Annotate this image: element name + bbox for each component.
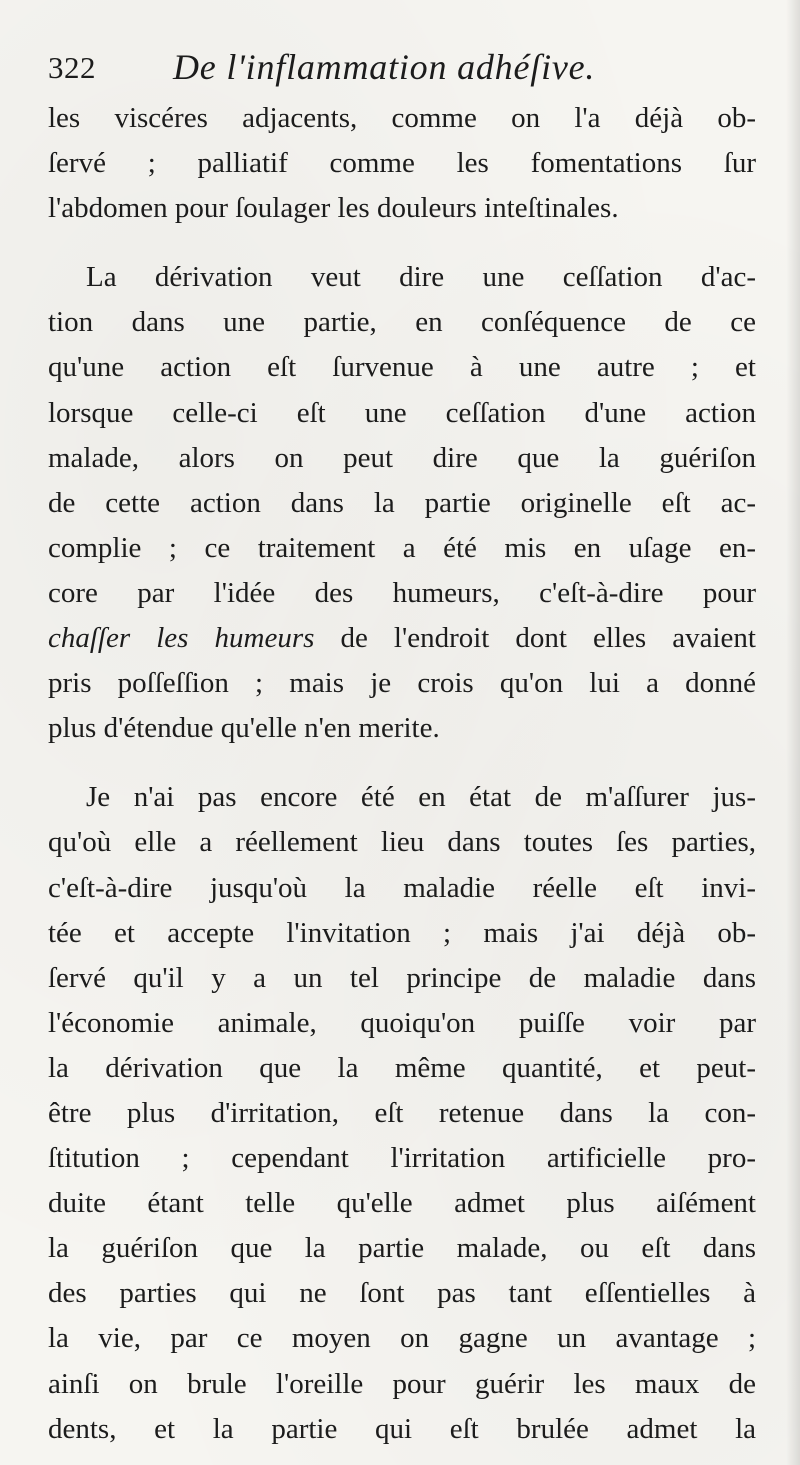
text-line: dents, et la partie qui eſt brulée admet la [48, 1412, 756, 1445]
text-line: c'eſt-à-dire jusqu'où la maladie réelle eſt invi- [48, 871, 756, 904]
text-line [48, 616, 756, 661]
text-line: ſervé qu'il y a un tel principe de maladie dans [48, 961, 756, 994]
text-line: la guériſon que la partie malade, ou eſt dans [48, 1232, 756, 1265]
text-line: ſervé ; palliatif comme les fomentations ſur [48, 147, 756, 180]
text-line: les viscéres adjacents, comme on l'a déjà ob- [48, 102, 756, 134]
text-line: Je n'ai pas encore été en état de m'aſſurer jus- [86, 781, 756, 814]
text-segment: de l'endroit dont elles avaient [314, 622, 756, 655]
text-line: être plus d'irritation, eſt retenue dans la con- [48, 1096, 756, 1129]
paragraph-3 [48, 775, 756, 1451]
text-line: tion dans une partie, en conſéquence de ce [48, 306, 756, 339]
text-line: complie ; ce traitement a été mis en uſage en- [48, 531, 756, 564]
text-line: plus d'étendue qu'elle n'en merite. [48, 712, 440, 745]
text-line: duite étant telle qu'elle admet plus aiſément [48, 1187, 756, 1220]
text-line: qu'où elle a réellement lieu dans toutes ſes parties, [48, 826, 756, 859]
page-edge-shadow [786, 0, 800, 1465]
text-line: des parties qui ne ſont pas tant eſſentielles à [48, 1277, 756, 1310]
text-line: pris poſſeſſion ; mais je crois qu'on lui a donné [48, 667, 756, 700]
text-line: tée et accepte l'invitation ; mais j'ai déjà ob- [48, 916, 756, 949]
text-line: l'économie animale, quoiqu'on puiſſe voir par [48, 1006, 756, 1039]
paragraph-1 [48, 96, 756, 231]
page-number: 322 [48, 50, 96, 85]
italic-phrase: chaſſer les humeurs [48, 622, 315, 655]
text-line: qu'une action eſt ſurvenue à une autre ; et [48, 351, 756, 384]
text-line: l'abdomen pour ſoulager les douleurs inteſtinales. [48, 192, 619, 225]
paragraph-2 [48, 255, 756, 751]
text-line: de cette action dans la partie originelle eſt ac- [48, 486, 756, 519]
text-line: core par l'idée des humeurs, c'eſt-à-dire pour [48, 576, 756, 609]
text-line: La dérivation veut dire une ceſſation d'ac- [86, 261, 756, 294]
text-line: la vie, par ce moyen on gagne un avantage ; [48, 1322, 756, 1355]
text-line: la dérivation que la même quantité, et peut- [48, 1051, 756, 1084]
text-line: malade, alors on peut dire que la guériſon [48, 441, 756, 474]
text-line: lorsque celle-ci eſt une ceſſation d'une action [48, 396, 756, 429]
text-line: ainſi on brule l'oreille pour guérir les maux de [48, 1367, 756, 1400]
page-header [48, 44, 748, 96]
body-text [48, 96, 756, 1452]
text-line: ſtitution ; cependant l'irritation artificielle pro- [48, 1142, 756, 1175]
running-title: De l'inflammation adhéſive. [173, 47, 596, 87]
